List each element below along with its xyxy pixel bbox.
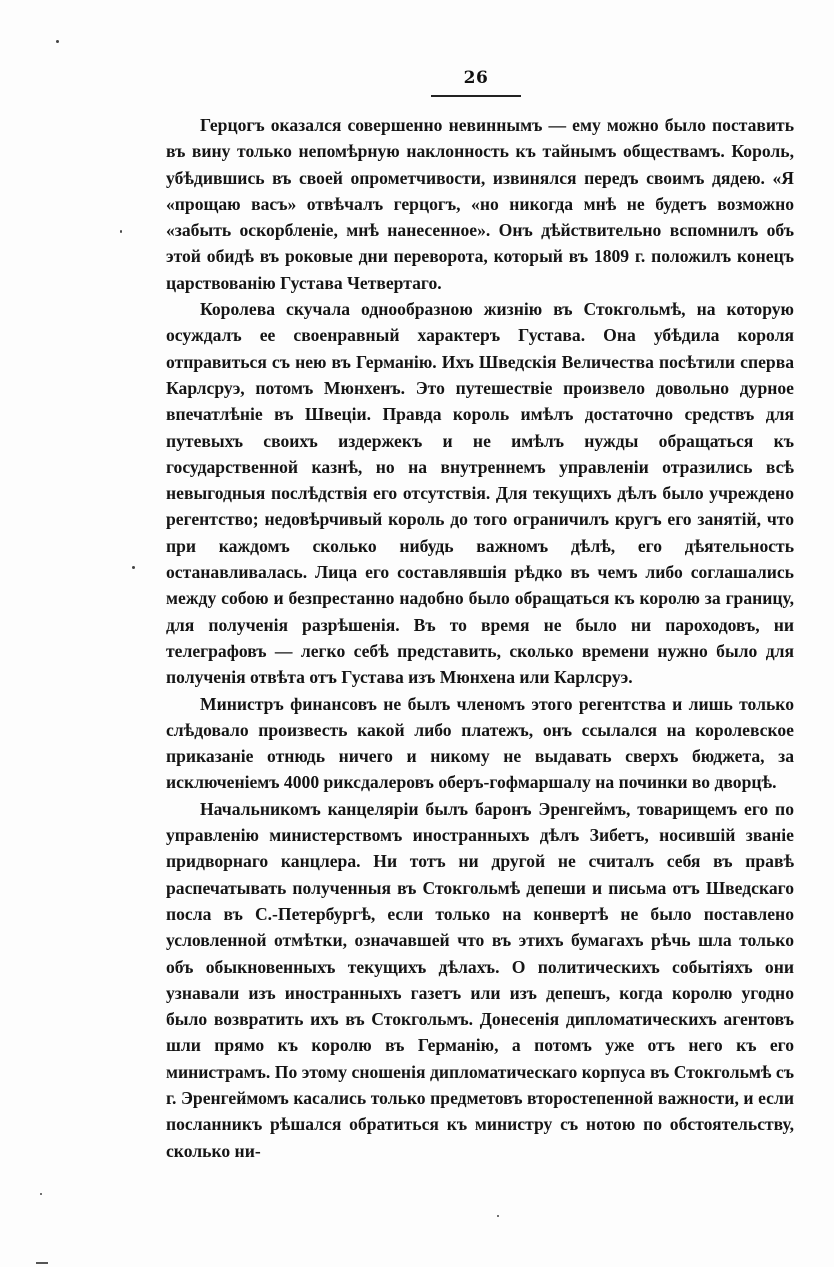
paragraph-4: Начальникомъ канцеляріи былъ баронъ Эренгеймъ, товарищемъ его по управленію министерствомъ иностранныхъ дѣлъ Зибетъ, носившій званіе придворнаго канцлера. Ни тотъ ни другой не считалъ себя въ правѣ распечатывать полученныя въ Стокгольмѣ депеши и письма отъ Шведскаго посла въ С.-Петербургѣ, если только на конвертѣ не было поставлено условленной отмѣтки, означавшей что въ этихъ бумагахъ рѣчь шла только объ обыкновенныхъ текущихъ дѣлахъ. О политическихъ событіяхъ они узнавали изъ иностранныхъ газетъ или изъ депешъ, когда королю угодно было возвратить ихъ въ Стокгольмъ. Донесенія дипломатическихъ агентовъ шли прямо къ королю въ Германію, а потомъ уже отъ него къ его министрамъ. По этому сношенія дипломатическаго корпуса въ Стокгольмѣ съ г. Эренгеймомъ касались только предметовъ второстепенной важности, и если посланникъ рѣшался обратиться къ министру съ нотою по обстоятельству, сколько ни- <box>166 798 794 1161</box>
scan-speck <box>120 230 122 233</box>
scan-speck <box>132 566 135 569</box>
body-text <box>166 112 794 1164</box>
paragraph-1: Герцогъ оказался совершенно невиннымъ — ему можно было поставить въ вину только непомѣрную наклонность къ тайнымъ обществамъ. Король, убѣдившись въ своей опрометчивости, извинялся передъ своимъ дядею. «Я «прощаю васъ» отвѣчалъ герцогъ, «но никогда мнѣ не будетъ возможно «забыть оскорбленіе, мнѣ нанесенное». Онъ дѣйствительно вспомнилъ объ этой обидѣ въ роковые дни переворота, который въ 1809 г. положилъ конецъ царствованію Густава Четвертаго. <box>166 115 794 293</box>
page-number: 26 <box>463 68 489 88</box>
scan-speck <box>40 1193 42 1195</box>
scan-mark <box>36 1262 48 1264</box>
scan-speck <box>56 40 59 43</box>
paragraph-2: Королева скучала однообразною жизнію въ Стокгольмѣ, на которую осуждалъ ее своенравный характеръ Густава. Она убѣдила короля отправиться съ нею въ Германію. Ихъ Шведскія Величества посѣтили сперва Карлсруэ, потомъ Мюнхенъ. Это путешествіе произвело довольно дурное впечатлѣніе въ Швеціи. Правда король имѣлъ достаточно средствъ для путевыхъ своихъ издержекъ и не имѣлъ нужды обращаться къ государственной казнѣ, но на внутреннемъ управленіи отразились всѣ невыгодныя послѣдствія его отсутствія. Для текущихъ дѣлъ было учреждено регентство; недовѣрчивый король до того ограничилъ кругъ его занятій, что при каждомъ сколько нибудь важномъ дѣлѣ, его дѣятельность останавливалась. Лица его составлявшія рѣдко въ чемъ либо соглашались между собою и безпрестанно надобно было обращаться къ королю за границу, для полученія разрѣшенія. Въ то время не было ни пароходовъ, ни телеграфовъ — легко себѣ представить, сколько времени нужно было для полученія отвѣта отъ Густава изъ Мюнхена или Карлсруэ. <box>166 299 794 688</box>
paragraph-3: Министръ финансовъ не былъ членомъ этого регентства и лишь только слѣдовало произвесть какой либо платежъ, онъ ссылался на королевское приказаніе отнюдь ничего и никому не выдавать сверхъ бюджета, за исключеніемъ 4000 риксдалеровъ оберъ-гофмаршалу на починки во дворцѣ. <box>166 693 794 793</box>
scan-speck <box>497 1215 499 1217</box>
page-number-rule <box>431 95 521 97</box>
